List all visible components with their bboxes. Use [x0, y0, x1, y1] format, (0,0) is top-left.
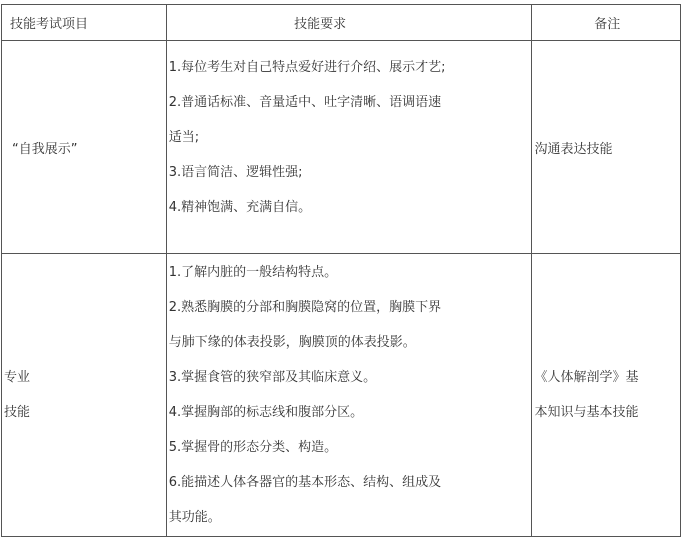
exam-item-cell: [2, 254, 167, 537]
requirement-line: 1.了解内脏的一般结构特点。: [168, 265, 338, 280]
requirement-line: 5.掌握骨的形态分类、构造。: [168, 440, 338, 455]
requirement-line: 3.语言简洁、逻辑性强;: [168, 164, 303, 180]
exam-item-cell: [2, 41, 167, 254]
header-requirements: 技能要求: [166, 5, 532, 41]
requirement-line: 4.精神饱满、充满自信。: [168, 199, 312, 215]
skills-exam-table: [1, 4, 681, 537]
note-text: 本知识与基本技能: [534, 405, 639, 420]
requirement-line: 1.每位考生对自己特点爱好进行介绍、展示才艺;: [168, 59, 446, 75]
note-cell: [532, 41, 681, 254]
requirement-line: 6.能描述人体各器官的基本形态、结构、组成及: [168, 475, 442, 490]
header-exam-item: 技能考试项目: [2, 5, 167, 41]
requirement-line: 其功能。: [168, 510, 221, 525]
requirement-line: 2.普通话标准、音量适中、吐字清晰、语调语速: [168, 94, 442, 110]
note-text: 沟通表达技能: [534, 141, 613, 157]
table-row: [2, 41, 681, 254]
exam-item-text: 专业: [4, 370, 31, 385]
note-text: 《人体解剖学》基: [534, 370, 639, 385]
table-row: [2, 254, 681, 537]
requirement-line: 4.掌握胸部的标志线和腹部分区。: [168, 405, 364, 420]
requirement-line: 3.掌握食管的狭窄部及其临床意义。: [168, 370, 377, 385]
requirement-line: 2.熟悉胸膜的分部和胸膜隐窝的位置，胸膜下界: [168, 300, 442, 315]
exam-item-text: “自我展示”: [12, 141, 78, 157]
header-notes: 备注: [532, 5, 681, 41]
requirements-cell: [166, 254, 532, 537]
requirement-line: 与肺下缘的体表投影，胸膜顶的体表投影。: [168, 335, 416, 350]
exam-item-text: 技能: [4, 405, 31, 420]
requirements-cell: [166, 41, 532, 254]
table-header-row: [2, 5, 681, 41]
requirement-line: 适当;: [168, 129, 200, 145]
note-cell: [532, 254, 681, 537]
